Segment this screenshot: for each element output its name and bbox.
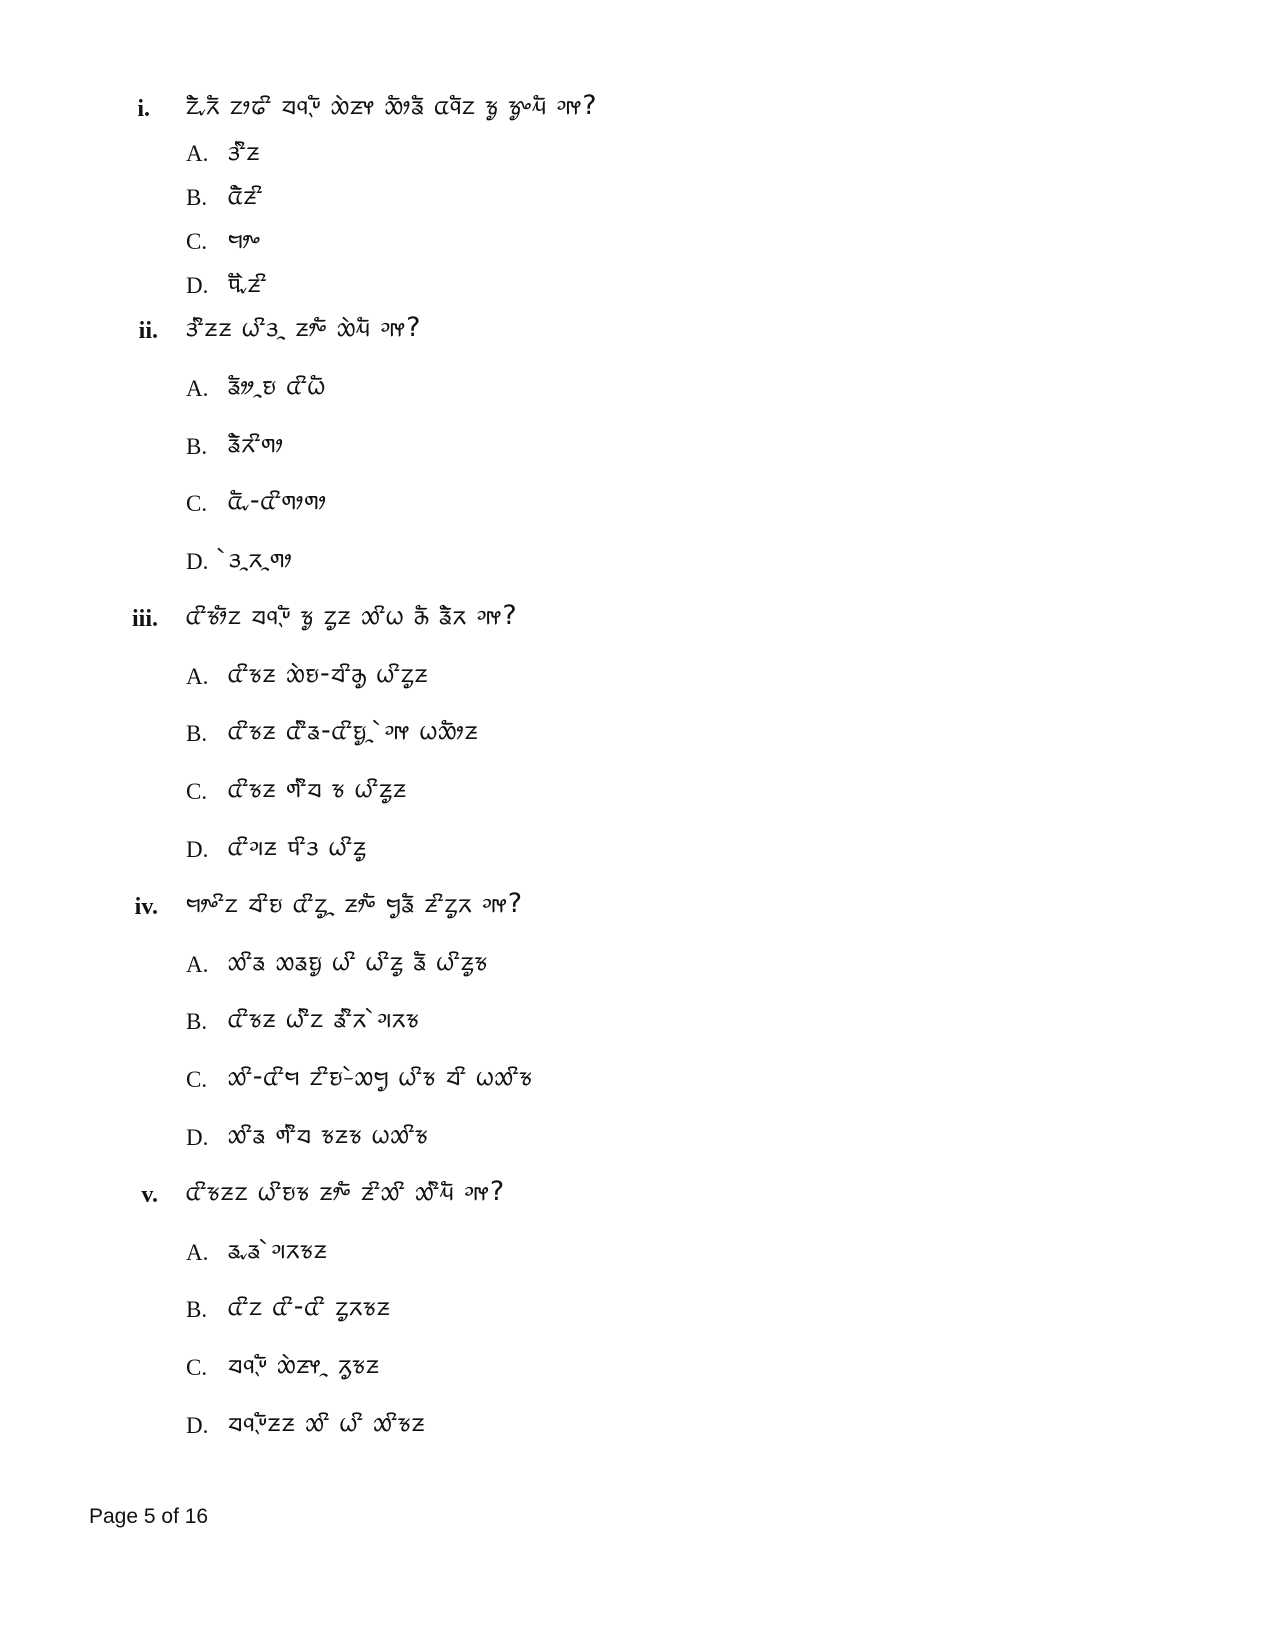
option-letter: C.	[186, 779, 208, 804]
question-number: i.	[137, 96, 150, 122]
option-letter: B.	[186, 185, 208, 210]
option-letter: A.	[186, 664, 209, 689]
question-text: ᤂᤡᤃᤏᤁ ᤐᤡᤎᤃ ᤏᤣᤴᤠ ᤏᤡᤑᤡ ᤑᤡᤧᤘᤠ ᤆᤶ?	[186, 1176, 506, 1207]
option-text: ᤂᤡᤃᤏ ᤂᤡᤧᤕ-ᤂᤡᤎᤢᤳ ᤧᤆᤶ ᤐᤑᤥᤏ	[228, 715, 479, 746]
option-text: ᤑᤡᤕ ᤛᤡᤧᤔ ᤃᤏᤃ ᤐᤑᤡᤃ	[228, 1119, 429, 1150]
option-letter: D.	[186, 1125, 209, 1150]
option-text: ᤂᤡᤃᤏ ᤐᤡᤧᤁ ᤕᤡᤧᤖ ᤧᤆᤖᤃ	[228, 1003, 420, 1034]
option-text: ᤕᤦᤳᤎ ᤂᤡᤐᤠ	[228, 370, 327, 401]
option-letter: C.	[186, 229, 208, 254]
option-letter: A.	[186, 952, 209, 977]
question-number: ii.	[138, 318, 158, 344]
option-text: ᤂᤡᤃᤏ ᤑᤧᤎ-ᤔᤡᤌᤢ ᤐᤡᤁᤢᤏ	[228, 658, 429, 689]
option-letter: D.	[186, 837, 209, 862]
question-text: ᤗᤣᤴᤡᤁ ᤔᤡᤎ ᤂᤡᤁᤢᤳ ᤏᤣᤴᤠ ᤗᤢᤕᤠ ᤏᤡᤁᤢᤖ ᤆᤶ?	[186, 888, 524, 919]
option-text: ᤔᤚᤷᤸᤠᤏᤏ ᤑᤡ ᤐᤡ ᤑᤡᤃᤏ	[228, 1407, 426, 1438]
option-text: ᤧᤋᤳᤖᤳᤛᤣ	[228, 543, 293, 574]
option-text: ᤕᤠᤧᤖᤡᤛᤣ	[228, 428, 284, 459]
option-text: ᤑᤡ-ᤂᤡᤗ ᤁᤡᤎ-ᤧᤑᤗᤢ ᤐᤡᤃ ᤔᤡ ᤐᤑᤡᤃ	[228, 1061, 533, 1092]
option-letter: B.	[186, 721, 208, 746]
option-text: ᤂᤡᤁ ᤂᤡ-ᤂᤡ ᤁᤢᤖᤃᤏ	[228, 1291, 391, 1322]
option-letter: D.	[186, 549, 209, 574]
option-text: ᤄᤩᤠᤧᤏᤡ	[228, 268, 268, 299]
question-text: ᤁᤠᤧᤩᤖᤠ ᤁᤣᤒᤡ ᤔᤚᤷᤸᤠ ᤑᤧᤏᤶ ᤑᤥᤕᤠ ᤂᤚᤠᤁ ᤃᤢ ᤃᤢᤴᤘᤠ ᤆᤶ?	[186, 90, 598, 121]
option-text: ᤂᤡᤃᤏ ᤛᤡᤧᤔ ᤃ ᤐᤡᤏᤢᤏ	[228, 773, 408, 804]
option-letter: B.	[186, 1297, 208, 1322]
option-letter: B.	[186, 1009, 208, 1034]
option-letter: C.	[186, 1355, 208, 1380]
option-letter: D.	[186, 273, 209, 298]
option-text: ᤑᤡᤕ ᤑᤕᤎᤢ ᤐᤡ ᤐᤡᤏᤢ ᤕᤠ ᤐᤡᤏᤢᤃ	[228, 946, 489, 977]
option-text: ᤂᤩᤠ-ᤂᤡᤛᤣᤛᤣ	[228, 485, 327, 516]
page-footer: Page 5 of 16	[89, 1505, 209, 1528]
option-letter: A.	[186, 376, 209, 401]
question-text: ᤋᤡᤧᤏᤏ ᤐᤡᤋᤳ ᤏᤣᤴᤠ ᤑᤧᤘᤠ ᤆᤶ?	[186, 312, 422, 343]
question-number: v.	[141, 1182, 158, 1208]
option-letter: C.	[186, 1067, 208, 1092]
option-text: ᤔᤚᤷᤸᤠ ᤑᤧᤏᤶᤳ ᤖᤢᤃᤏ	[228, 1349, 381, 1380]
option-text: ᤗᤣᤴ	[228, 224, 262, 255]
option-letter: C.	[186, 491, 208, 516]
option-letter: A.	[186, 141, 209, 166]
option-text: ᤕᤩᤕ ᤧᤆᤖᤃᤏ	[228, 1234, 328, 1265]
question-number: iii.	[131, 606, 158, 632]
option-letter: B.	[186, 434, 208, 459]
option-text: ᤋᤡᤧᤏ	[228, 136, 261, 167]
option-letter: D.	[186, 1413, 209, 1438]
question-text: ᤂᤡᤃᤣᤠᤁ ᤔᤚᤷᤸᤠ ᤃᤢ ᤁᤢᤏ ᤑᤡᤐ ᤌᤠ ᤕᤠᤧᤖ ᤆᤶ?	[186, 600, 518, 631]
option-letter: A.	[186, 1240, 209, 1265]
option-text: ᤂᤡᤆᤏ ᤄᤡᤋ ᤐᤡᤏᤢ	[228, 831, 368, 862]
option-text: ᤂᤠᤧᤏᤡ	[228, 180, 264, 211]
question-number: iv.	[134, 894, 158, 920]
